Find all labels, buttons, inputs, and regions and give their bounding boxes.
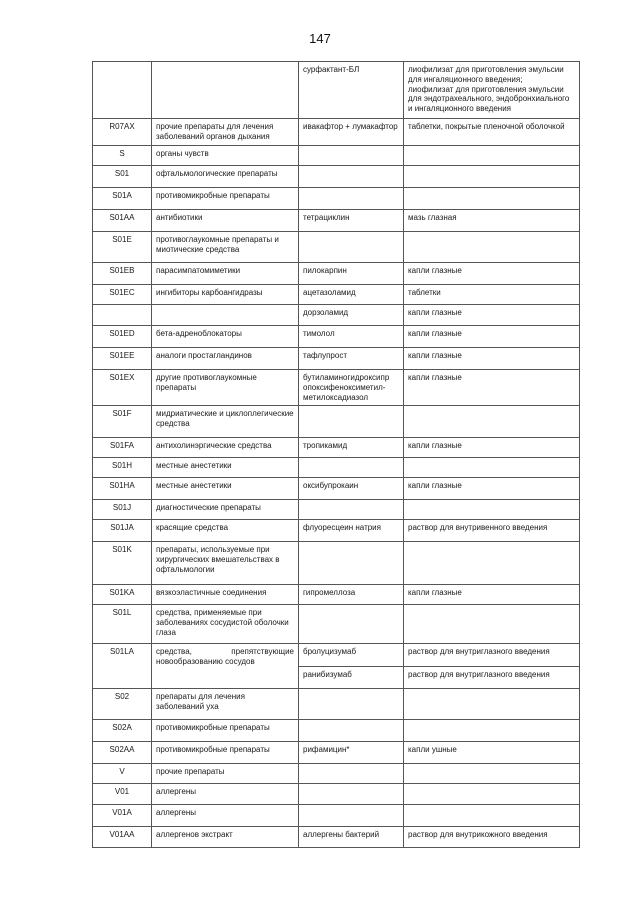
table-row <box>93 188 580 210</box>
table-row <box>93 370 580 406</box>
table-row <box>93 326 580 348</box>
pharmacological-group-cell: аллергены <box>152 805 299 827</box>
pharmacological-group-cell: прочие препараты для лечения заболеваний органов дыхания <box>152 119 299 146</box>
drug-name-cell <box>299 605 404 644</box>
pharmacological-group-cell: средства, препятствующие новообразованию сосудов <box>152 644 299 689</box>
dosage-form-cell: капли глазные <box>404 585 580 605</box>
atc-code-cell: S01EC <box>93 285 152 305</box>
atc-code-cell: R07AX <box>93 119 152 146</box>
table-row <box>93 285 580 305</box>
table-row <box>93 119 580 146</box>
atc-code-cell: S02A <box>93 720 152 742</box>
table-row <box>93 146 580 166</box>
dosage-form-cell: капли глазные <box>404 438 580 458</box>
dosage-form-cell <box>404 805 580 827</box>
table-row <box>93 62 580 119</box>
table-row <box>93 478 580 500</box>
atc-code-cell: S01EB <box>93 263 152 285</box>
atc-code-cell: V <box>93 764 152 784</box>
pharmacological-group-cell: препараты, используемые при хирургических вмешательствах в офтальмологии <box>152 542 299 585</box>
atc-code-cell: S01ED <box>93 326 152 348</box>
drug-name-cell: ранибизумаб <box>299 667 404 689</box>
atc-code-cell: S01F <box>93 406 152 438</box>
drug-name-cell: бролуцизумаб <box>299 644 404 667</box>
atc-code-cell: S02 <box>93 689 152 720</box>
atc-code-cell: S01L <box>93 605 152 644</box>
drug-name-cell <box>299 720 404 742</box>
pharmacological-group-cell: бета-адреноблокаторы <box>152 326 299 348</box>
table-row <box>93 458 580 478</box>
dosage-form-cell: лиофилизат для приготовления эмульсии для ингаляционного введения; лиофилизат для приготовления эмульсии для эндотрахеального, эндобронхиального и ингаляционного введения <box>404 62 580 119</box>
dosage-form-cell <box>404 232 580 263</box>
dosage-form-cell <box>404 458 580 478</box>
drug-name-cell <box>299 166 404 188</box>
pharmacological-group-cell: офтальмологические препараты <box>152 166 299 188</box>
dosage-form-cell: капли глазные <box>404 326 580 348</box>
atc-code-cell: S <box>93 146 152 166</box>
dosage-form-cell: таблетки, покрытые пленочной оболочкой <box>404 119 580 146</box>
pharmacological-group-cell: противомикробные препараты <box>152 742 299 764</box>
pharmacological-group-cell: противомикробные препараты <box>152 188 299 210</box>
pharmacological-group-cell: средства, применяемые при заболеваниях сосудистой оболочки глаза <box>152 605 299 644</box>
atc-code-cell: S01FA <box>93 438 152 458</box>
drug-name-cell <box>299 764 404 784</box>
table-row <box>93 348 580 370</box>
table-row <box>93 689 580 720</box>
pharmacological-group-cell: препараты для лечения заболеваний уха <box>152 689 299 720</box>
dosage-form-cell: капли глазные <box>404 478 580 500</box>
atc-code-cell: S01AA <box>93 210 152 232</box>
dosage-form-cell <box>404 720 580 742</box>
dosage-form-cell: таблетки <box>404 285 580 305</box>
pharmacological-group-cell: антихолинэргические средства <box>152 438 299 458</box>
dosage-form-cell: капли глазные <box>404 263 580 285</box>
pharmacological-group-cell: аллергенов экстракт <box>152 827 299 848</box>
pharmacological-group-cell <box>152 305 299 326</box>
pharmacological-group-cell: мидриатические и циклоплегические средства <box>152 406 299 438</box>
pharmacological-group-cell: вязкоэластичные соединения <box>152 585 299 605</box>
atc-code-cell: S01EE <box>93 348 152 370</box>
table-row <box>93 827 580 848</box>
drug-name-cell: флуоресцеин натрия <box>299 520 404 542</box>
drug-name-cell: тимолол <box>299 326 404 348</box>
table-row <box>93 438 580 458</box>
dosage-form-cell: капли глазные <box>404 305 580 326</box>
drug-name-cell <box>299 500 404 520</box>
atc-code-cell: S01K <box>93 542 152 585</box>
drug-name-cell <box>299 784 404 805</box>
dosage-form-cell <box>404 146 580 166</box>
drug-name-cell <box>299 689 404 720</box>
dosage-form-cell <box>404 689 580 720</box>
table-row <box>93 210 580 232</box>
atc-code-cell: S01 <box>93 166 152 188</box>
atc-code-cell: V01A <box>93 805 152 827</box>
table-row <box>93 720 580 742</box>
table-row <box>93 784 580 805</box>
dosage-form-cell: капли ушные <box>404 742 580 764</box>
drug-name-cell <box>299 406 404 438</box>
drug-name-cell: аллергены бактерий <box>299 827 404 848</box>
drug-name-cell: оксибупрокаин <box>299 478 404 500</box>
table-row <box>93 166 580 188</box>
dosage-form-cell: раствор для внутриглазного введения <box>404 644 580 667</box>
atc-code-cell: V01 <box>93 784 152 805</box>
pharmacological-group-cell: другие противоглаукомные препараты <box>152 370 299 406</box>
drug-name-cell <box>299 232 404 263</box>
table-row <box>93 742 580 764</box>
table-row <box>93 542 580 585</box>
dosage-form-cell <box>404 500 580 520</box>
drug-name-cell <box>299 188 404 210</box>
dosage-form-cell <box>404 605 580 644</box>
drug-name-cell: бутиламиногидроксипр опоксифеноксиметил-метилоксадиазол <box>299 370 404 406</box>
atc-code-cell: S01LA <box>93 644 152 689</box>
drug-name-cell: ивакафтор + лумакафтор <box>299 119 404 146</box>
pharmacological-group-cell: аллергены <box>152 784 299 805</box>
drug-name-cell <box>299 146 404 166</box>
dosage-form-cell <box>404 188 580 210</box>
drug-table <box>92 61 580 848</box>
atc-code-cell <box>93 305 152 326</box>
drug-name-cell: рифамицин* <box>299 742 404 764</box>
atc-code-cell: S01KA <box>93 585 152 605</box>
drug-name-cell <box>299 805 404 827</box>
table-row <box>93 605 580 644</box>
page-number: 147 <box>309 31 331 46</box>
pharmacological-group-cell: органы чувств <box>152 146 299 166</box>
dosage-form-cell: раствор для внутрикожного введения <box>404 827 580 848</box>
atc-code-cell: S01J <box>93 500 152 520</box>
table-row <box>93 520 580 542</box>
pharmacological-group-cell: местные анестетики <box>152 478 299 500</box>
atc-code-cell <box>93 62 152 119</box>
drug-name-cell <box>299 458 404 478</box>
dosage-form-cell <box>404 784 580 805</box>
pharmacological-group-cell: прочие препараты <box>152 764 299 784</box>
drug-name-cell: тропикамид <box>299 438 404 458</box>
pharmacological-group-cell: красящие средства <box>152 520 299 542</box>
atc-code-cell: S02AA <box>93 742 152 764</box>
pharmacological-group-cell: местные анестетики <box>152 458 299 478</box>
drug-name-cell: дорзоламид <box>299 305 404 326</box>
table-row <box>93 500 580 520</box>
table-row <box>93 305 580 326</box>
atc-code-cell: S01JA <box>93 520 152 542</box>
atc-code-cell: S01HA <box>93 478 152 500</box>
pharmacological-group-cell: антибиотики <box>152 210 299 232</box>
table-row <box>93 232 580 263</box>
table-row <box>93 764 580 784</box>
dosage-form-cell <box>404 764 580 784</box>
drug-name-cell: пилокарпин <box>299 263 404 285</box>
drug-name-cell <box>299 542 404 585</box>
dosage-form-cell: раствор для внутриглазного введения <box>404 667 580 689</box>
dosage-form-cell: капли глазные <box>404 370 580 406</box>
pharmacological-group-cell: противомикробные препараты <box>152 720 299 742</box>
pharmacological-group-cell: аналоги простагландинов <box>152 348 299 370</box>
atc-code-cell: S01H <box>93 458 152 478</box>
drug-name-cell: гипромеллоза <box>299 585 404 605</box>
atc-code-cell: S01EX <box>93 370 152 406</box>
drug-name-cell: тетрациклин <box>299 210 404 232</box>
dosage-form-cell <box>404 166 580 188</box>
atc-code-cell: V01AA <box>93 827 152 848</box>
table-row <box>93 585 580 605</box>
drug-name-cell: сурфактант-БЛ <box>299 62 404 119</box>
drug-name-cell: ацетазоламид <box>299 285 404 305</box>
dosage-form-cell <box>404 406 580 438</box>
table-row <box>93 805 580 827</box>
table-row <box>93 644 580 667</box>
table-row <box>93 263 580 285</box>
pharmacological-group-cell: парасимпатомиметики <box>152 263 299 285</box>
dosage-form-cell: мазь глазная <box>404 210 580 232</box>
pharmacological-group-cell: противоглаукомные препараты и миотические средства <box>152 232 299 263</box>
pharmacological-group-cell <box>152 62 299 119</box>
drug-name-cell: тафлупрост <box>299 348 404 370</box>
atc-code-cell: S01E <box>93 232 152 263</box>
pharmacological-group-cell: диагностические препараты <box>152 500 299 520</box>
dosage-form-cell: раствор для внутривенного введения <box>404 520 580 542</box>
dosage-form-cell: капли глазные <box>404 348 580 370</box>
atc-code-cell: S01A <box>93 188 152 210</box>
table-row <box>93 406 580 438</box>
pharmacological-group-cell: ингибиторы карбоангидразы <box>152 285 299 305</box>
dosage-form-cell <box>404 542 580 585</box>
drug-table-body <box>93 62 580 848</box>
